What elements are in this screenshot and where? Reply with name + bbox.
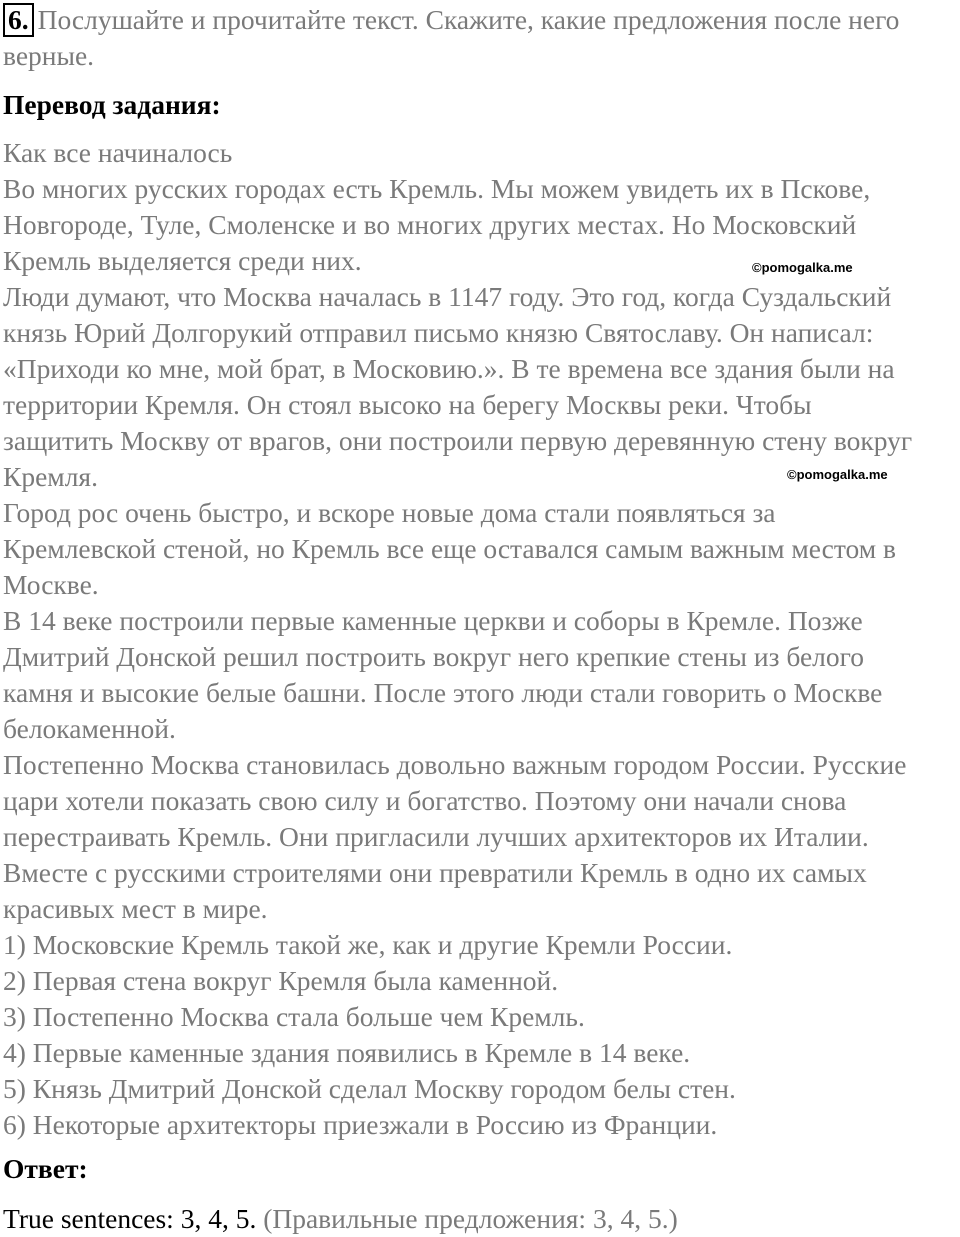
text-line: перестраивать Кремль. Они пригласили лучших архитекторов их Италии. [3, 821, 869, 852]
text-line: Во многих русских городах есть Кремль. Мы можем увидеть их в Пскове, [3, 173, 871, 204]
answer-heading: Ответ: [3, 1153, 88, 1184]
text-line: князь Юрий Долгорукий отправил письмо князю Святославу. Он написал: [3, 317, 874, 348]
watermark: ©pomogalka.me [752, 260, 853, 275]
text-line: Город рос очень быстро, и вскоре новые дома стали появляться за [3, 497, 776, 528]
text-line: «Приходи ко мне, мой брат, в Московию.». В те времена все здания были на [3, 353, 895, 384]
text-line: камня и высокие белые башни. После этого люди стали говорить о Москве [3, 677, 883, 708]
text-line: Москве. [3, 569, 99, 600]
text-line: 1) Московские Кремль такой же, как и другие Кремли России. [3, 929, 733, 960]
text-line: Кремля. [3, 461, 98, 492]
text-line: Кремлевской стеной, но Кремль все еще оставался самым важным местом в [3, 533, 896, 564]
text-line: 5) Князь Дмитрий Донской сделал Москву городом белы стен. [3, 1073, 736, 1104]
text-line: Люди думают, что Москва началась в 1147 году. Это год, когда Суздальский [3, 281, 892, 312]
text-line: защитить Москву от врагов, они построили первую деревянную стену вокруг [3, 425, 913, 456]
task-instruction [3, 2, 958, 74]
text-line: красивых мест в мире. [3, 893, 268, 924]
answer-line [3, 1201, 678, 1237]
task-number: 6. [3, 3, 34, 37]
instruction-line-2: верные. [3, 40, 95, 71]
text-line: Новгороде, Туле, Смоленске и во многих других местах. Но Московский [3, 209, 857, 240]
text-line: 6) Некоторые архитекторы приезжали в Россию из Франции. [3, 1109, 718, 1140]
text-line: Вместе с русскими строителями они превратили Кремль в одно их самых [3, 857, 867, 888]
translation-text [3, 135, 958, 1143]
translation-heading: Перевод задания: [3, 89, 221, 120]
text-line: 3) Постепенно Москва стала больше чем Кремль. [3, 1001, 585, 1032]
text-line: белокаменной. [3, 713, 176, 744]
text-line: Дмитрий Донской решил построить вокруг него крепкие стены из белого [3, 641, 864, 672]
text-line: цари хотели показать свою силу и богатство. Поэтому они начали снова [3, 785, 847, 816]
text-line: 4) Первые каменные здания появились в Кремле в 14 веке. [3, 1037, 691, 1068]
text-line: Кремль выделяется среди них. [3, 245, 362, 276]
text-line: 2) Первая стена вокруг Кремля была каменной. [3, 965, 559, 996]
text-line: Постепенно Москва становилась довольно важным городом России. Русские [3, 749, 907, 780]
text-line: территории Кремля. Он стоял высоко на берегу Москвы реки. Чтобы [3, 389, 812, 420]
answer-russian: (Правильные предложения: 3, 4, 5.) [263, 1203, 678, 1234]
text-line: В 14 веке построили первые каменные церкви и соборы в Кремле. Позже [3, 605, 863, 636]
text-line: Как все начиналось [3, 137, 233, 168]
answer-english: True sentences: 3, 4, 5. [3, 1203, 257, 1234]
watermark: ©pomogalka.me [787, 467, 888, 482]
instruction-line-1: Послушайте и прочитайте текст. Скажите, какие предложения после него [37, 4, 900, 35]
